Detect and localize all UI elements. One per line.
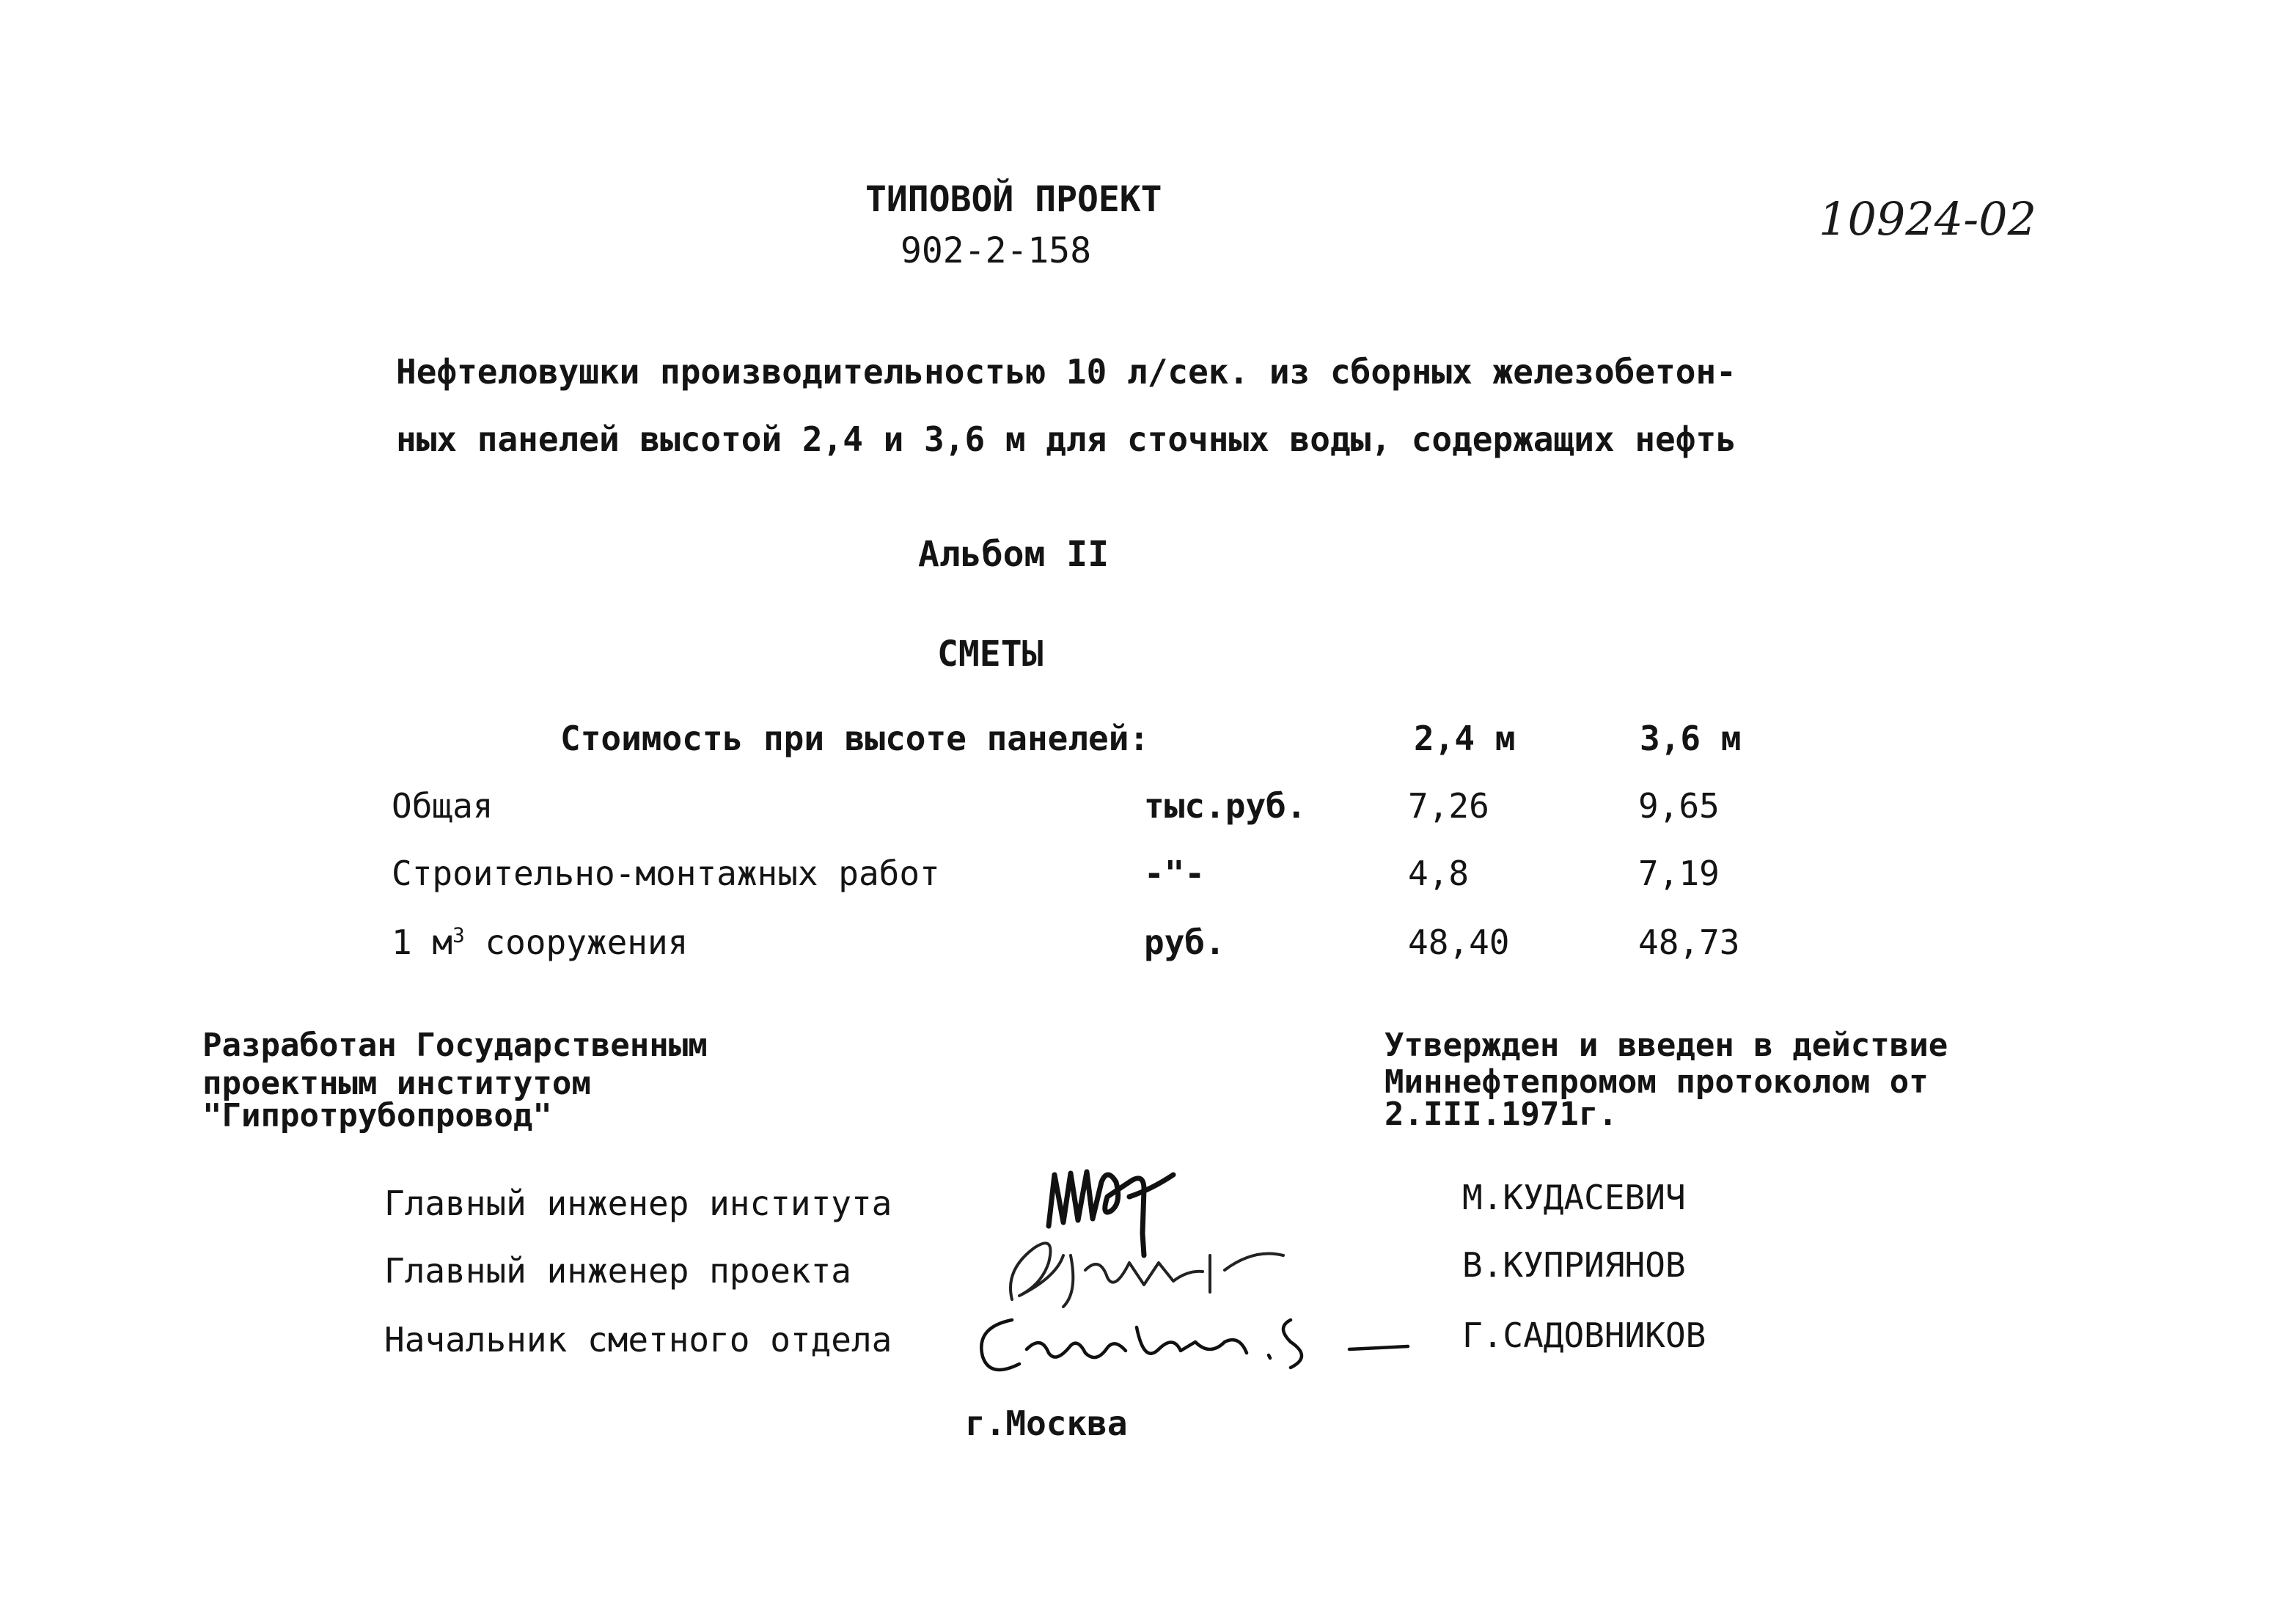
approved-line-3: 2.III.1971г. [1384, 1096, 1618, 1133]
album-label: Альбом II [918, 534, 1110, 575]
signatory-name: Г.САДОВНИКОВ [1462, 1316, 1706, 1355]
row-unit: тыс.руб. [1144, 786, 1307, 826]
row-value-2-4: 48,40 [1408, 922, 1510, 962]
cost-table-header-label: Стоимость при высоте панелей: [560, 719, 1150, 758]
row-value-3-6: 9,65 [1638, 786, 1720, 826]
description-line-2: ных панелей высотой 2,4 и 3,6 м для сточных воды, содержащих нефть [396, 419, 1736, 459]
description-line-1: Нефтеловушки производительностью 10 л/сек. из сборных железобетон- [396, 352, 1736, 392]
row-value-2-4: 4,8 [1408, 854, 1470, 893]
handwritten-code: 10924-02 [1819, 192, 2037, 246]
signatory-role: Начальник сметного отдела [384, 1320, 892, 1360]
row-value-3-6: 7,19 [1638, 854, 1720, 893]
row-unit: -"- [1144, 854, 1206, 893]
cost-table-col-2-4: 2,4 м [1414, 719, 1516, 758]
approved-line-2: Миннефтепромом протоколом от [1384, 1063, 1929, 1101]
row-label-prefix: 1 м [392, 922, 453, 962]
row-label-superscript: 3 [452, 922, 465, 947]
approved-line-1: Утвержден и введен в действие [1384, 1027, 1948, 1064]
row-label-suffix: сооружения [464, 922, 689, 962]
row-value-3-6: 48,73 [1638, 922, 1740, 962]
row-label: Строительно-монтажных работ [392, 854, 940, 893]
row-label [392, 922, 689, 962]
project-number: 902-2-158 [901, 230, 1092, 271]
developed-line-3: "Гипротрубопровод" [202, 1097, 552, 1134]
section-title: СМЕТЫ [937, 634, 1044, 675]
row-label: Общая [392, 786, 494, 826]
cost-table-col-3-6: 3,6 м [1640, 719, 1742, 758]
signatory-role: Главный инженер института [384, 1184, 892, 1223]
signature-3 [968, 1298, 1423, 1386]
city: г.Москва [965, 1404, 1128, 1443]
developed-line-2: проектным институтом [202, 1065, 591, 1102]
developed-line-1: Разработан Государственным [202, 1027, 708, 1064]
row-unit: руб. [1144, 922, 1225, 962]
signatory-role: Главный инженер проекта [384, 1251, 851, 1291]
signatory-name: В.КУПРИЯНОВ [1462, 1245, 1686, 1285]
project-type-title: ТИПОВОЙ ПРОЕКТ [865, 179, 1162, 220]
row-value-2-4: 7,26 [1408, 786, 1489, 826]
signatory-name: М.КУДАСЕВИЧ [1462, 1178, 1686, 1217]
